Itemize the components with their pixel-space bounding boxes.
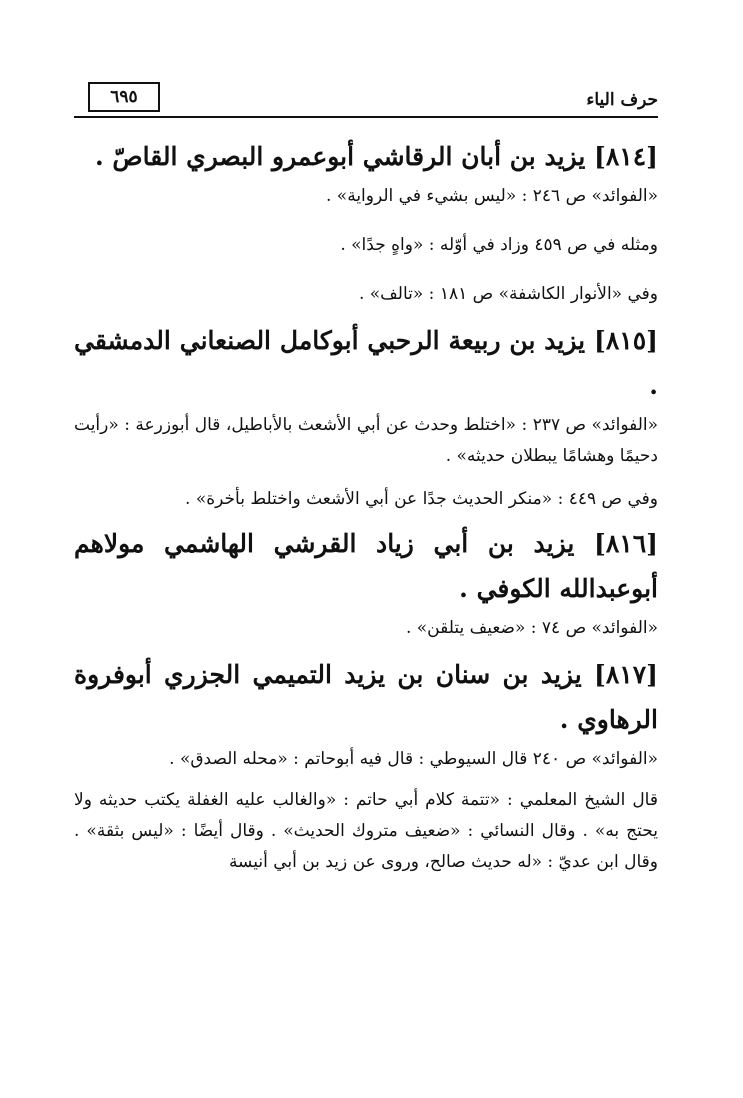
chapter-title: حرف الياء <box>586 90 658 110</box>
entry-816 <box>74 521 658 644</box>
entry-number: [٨١٤] <box>594 142 658 171</box>
entry-text: «الفوائد» ص ٢٣٧ : «اختلط وحدث عن أبي الأشعث بالأباطيل، قال أبوزرعة : «رأيت دحيمًا وهشامًا يبطلان حديثه» . <box>74 415 659 466</box>
entry-heading <box>74 134 658 179</box>
entry-815 <box>74 318 658 515</box>
entry-817 <box>74 652 658 878</box>
header-rule <box>74 116 658 118</box>
entry-text: «الفوائد» ص ٢٤٦ : «ليس بشيء في الرواية» . <box>326 186 658 206</box>
entry-814 <box>74 134 658 310</box>
entry-title: يزيد بن أبي زياد القرشي الهاشمي مولاهم أبوعبدالله الكوفي . <box>74 529 658 603</box>
entry-heading <box>74 318 658 408</box>
running-header <box>74 82 658 120</box>
entry-title: يزيد بن سنان بن يزيد التميمي الجزري أبوفروة الرهاوي . <box>74 660 658 734</box>
entry-title: يزيد بن ربيعة الرحبي أبوكامل الصنعاني الدمشقي . <box>74 326 658 400</box>
entry-text: وفي «الأنوار الكاشفة» ص ١٨١ : «تالف» . <box>358 284 658 304</box>
book-page <box>74 82 658 1082</box>
entry-heading <box>74 652 658 742</box>
entry-text: وفي ص ٤٤٩ : «منكر الحديث جدًا عن أبي الأشعث واختلط بأخرة» . <box>185 489 658 509</box>
entry-text: قال الشيخ المعلمي : «تتمة كلام أبي حاتم : «والغالب عليه الغفلة يكتب حديثه ولا يحتج به» . وقال النسائي : «ضعيف متروك الحديث» . وقال أيضًا : «ليس بثقة» . وقال ابن عديّ : «له حديث صالح، وروى عن زيد بن أبي أنيسة <box>74 790 658 872</box>
entry-title: يزيد بن أبان الرقاشي أبوعمرو البصري القاصّ . <box>95 142 586 171</box>
entry-number: [٨١٦] <box>594 529 658 558</box>
entry-heading <box>74 521 658 611</box>
entry-number: [٨١٧] <box>594 660 658 689</box>
entry-text: «الفوائد» ص ٢٤٠ قال السيوطي : قال فيه أبوحاتم : «محله الصدق» . <box>169 749 658 769</box>
entry-number: [٨١٥] <box>594 326 658 355</box>
page-number: ٦٩٥ <box>88 82 160 112</box>
entry-text: «الفوائد» ص ٧٤ : «ضعيف يتلقن» . <box>405 618 658 638</box>
entry-text: ومثله في ص ٤٥٩ وزاد في أوّله : «واهٍ جدًا» . <box>340 235 658 255</box>
